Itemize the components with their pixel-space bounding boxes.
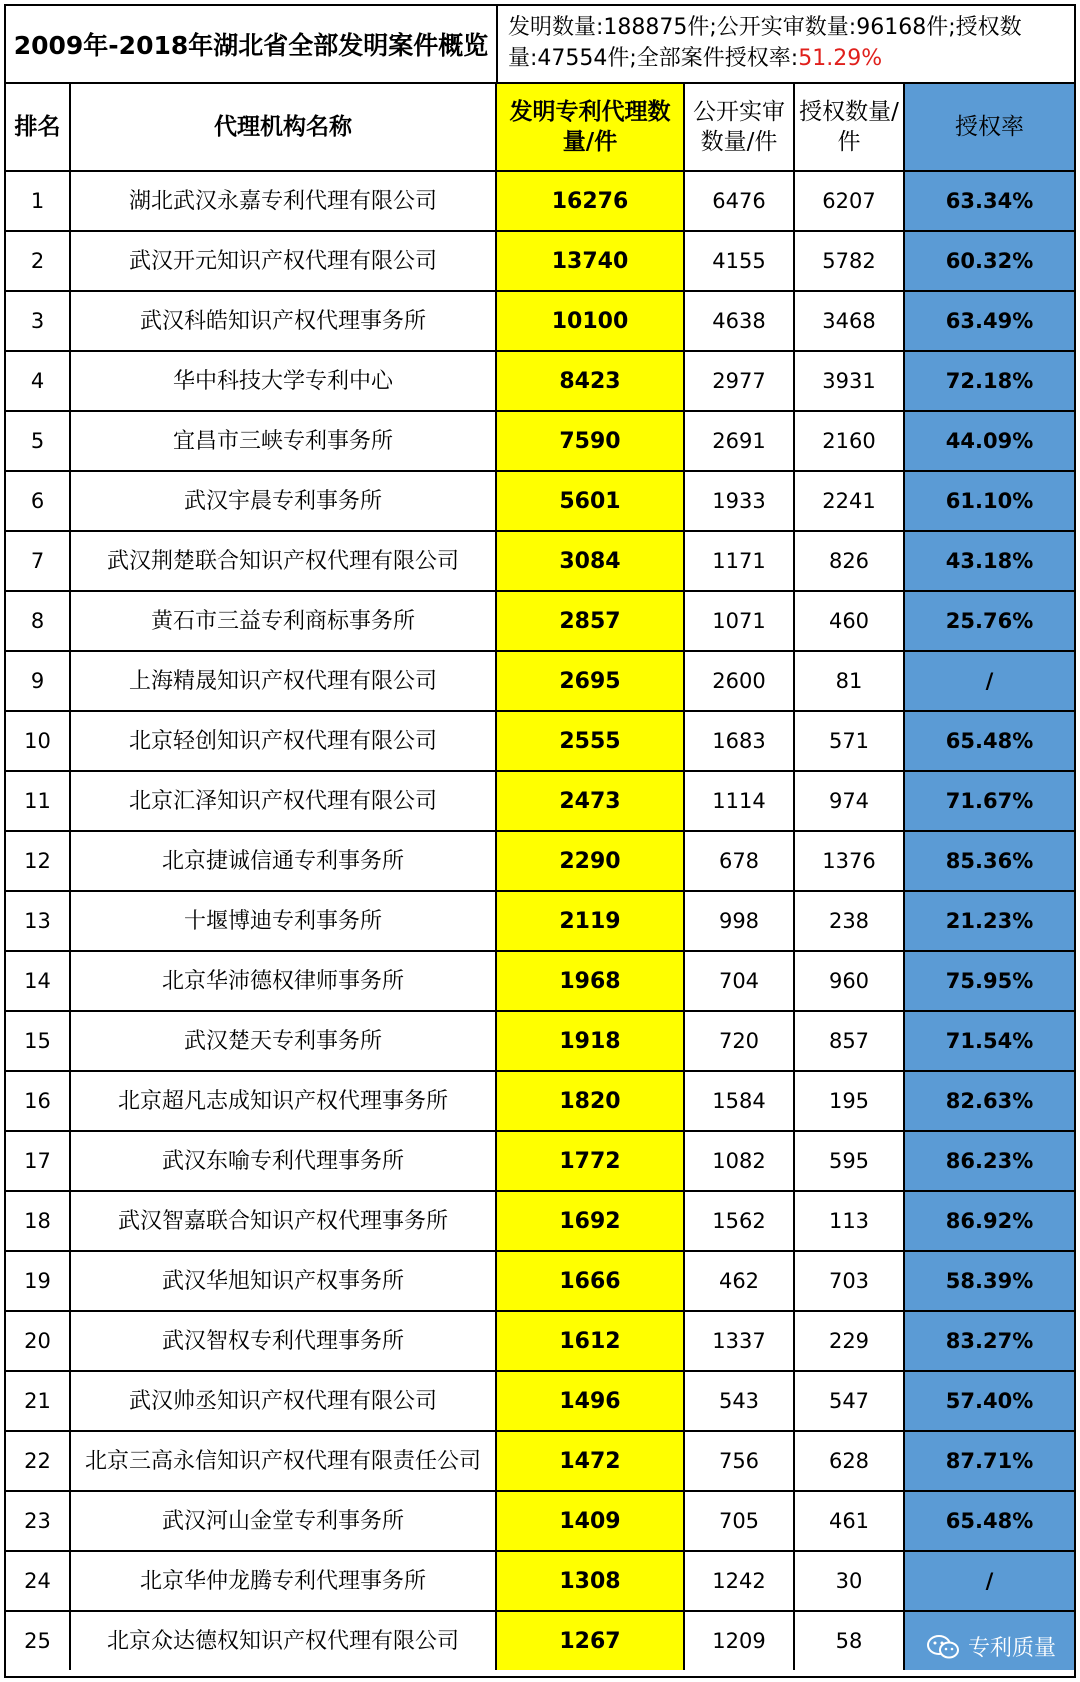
table-row — [6, 231, 1074, 291]
cell-rank: 15 — [6, 1011, 70, 1071]
cell-granted: 826 — [794, 531, 904, 591]
cell-grant-rate: 83.27% — [904, 1311, 1074, 1371]
cell-exam: 543 — [684, 1371, 794, 1431]
cell-rank: 22 — [6, 1431, 70, 1491]
cell-rank: 8 — [6, 591, 70, 651]
cell-agency-name: 武汉开元知识产权代理有限公司 — [70, 231, 496, 291]
cell-rank: 16 — [6, 1071, 70, 1131]
cell-grant-rate: 65.48% — [904, 711, 1074, 771]
cell-agency-name: 十堰博迪专利事务所 — [70, 891, 496, 951]
table-row — [6, 1071, 1074, 1131]
cell-inventions: 1472 — [496, 1431, 684, 1491]
cell-granted: 703 — [794, 1251, 904, 1311]
cell-agency-name: 华中科技大学专利中心 — [70, 351, 496, 411]
cell-agency-name: 武汉东喻专利代理事务所 — [70, 1131, 496, 1191]
cell-exam: 1584 — [684, 1071, 794, 1131]
cell-granted: 229 — [794, 1311, 904, 1371]
cell-exam: 1242 — [684, 1551, 794, 1611]
cell-granted: 3931 — [794, 351, 904, 411]
cell-inventions: 1409 — [496, 1491, 684, 1551]
table-row — [6, 1431, 1074, 1491]
cell-granted: 960 — [794, 951, 904, 1011]
wechat-icon — [926, 1634, 960, 1660]
cell-exam: 1933 — [684, 471, 794, 531]
cell-rank: 1 — [6, 171, 70, 231]
cell-rank: 7 — [6, 531, 70, 591]
cell-agency-name: 武汉科皓知识产权代理事务所 — [70, 291, 496, 351]
cell-agency-name: 武汉智权专利代理事务所 — [70, 1311, 496, 1371]
cell-exam: 1114 — [684, 771, 794, 831]
cell-granted: 2160 — [794, 411, 904, 471]
cell-granted: 595 — [794, 1131, 904, 1191]
summary-line-2: 量:47554件;全部案件授权率: — [508, 46, 799, 71]
cell-rank: 9 — [6, 651, 70, 711]
cell-exam: 4638 — [684, 291, 794, 351]
cell-rank: 2 — [6, 231, 70, 291]
table-row — [6, 891, 1074, 951]
cell-inventions: 1968 — [496, 951, 684, 1011]
cell-exam: 1082 — [684, 1131, 794, 1191]
cell-agency-name: 北京超凡志成知识产权代理事务所 — [70, 1071, 496, 1131]
cell-exam: 1562 — [684, 1191, 794, 1251]
cell-granted: 547 — [794, 1371, 904, 1431]
cell-grant-rate: 82.63% — [904, 1071, 1074, 1131]
cell-exam: 1337 — [684, 1311, 794, 1371]
cell-agency-name: 武汉智嘉联合知识产权代理事务所 — [70, 1191, 496, 1251]
cell-rank: 18 — [6, 1191, 70, 1251]
cell-granted: 857 — [794, 1011, 904, 1071]
cell-inventions: 2290 — [496, 831, 684, 891]
cell-rank: 6 — [6, 471, 70, 531]
col-header-rate: 授权率 — [904, 84, 1074, 171]
summary-line-1: 发明数量:188875件;公开实审数量:96168件;授权数 — [508, 15, 1022, 40]
cell-rank: 3 — [6, 291, 70, 351]
cell-grant-rate: 58.39% — [904, 1251, 1074, 1311]
cell-exam: 705 — [684, 1491, 794, 1551]
cell-grant-rate: 63.34% — [904, 171, 1074, 231]
cell-rank: 21 — [6, 1371, 70, 1431]
cell-inventions: 5601 — [496, 471, 684, 531]
cell-rank: 11 — [6, 771, 70, 831]
col-header-agency: 代理机构名称 — [70, 84, 496, 171]
table-row — [6, 831, 1074, 891]
cell-granted: 3468 — [794, 291, 904, 351]
watermark-text: 专利质量 — [967, 1636, 1056, 1661]
table-row — [6, 591, 1074, 651]
cell-agency-name: 武汉河山金堂专利事务所 — [70, 1491, 496, 1551]
table-row — [6, 1611, 1074, 1670]
cell-agency-name: 北京汇泽知识产权代理有限公司 — [70, 771, 496, 831]
cell-grant-rate: 71.67% — [904, 771, 1074, 831]
cell-granted: 2241 — [794, 471, 904, 531]
cell-inventions: 8423 — [496, 351, 684, 411]
table-header-row — [6, 84, 1074, 171]
cell-agency-name: 北京轻创知识产权代理有限公司 — [70, 711, 496, 771]
cell-agency-name: 上海精晟知识产权代理有限公司 — [70, 651, 496, 711]
watermark — [926, 1631, 1056, 1662]
cell-inventions: 1496 — [496, 1371, 684, 1431]
cell-rank: 20 — [6, 1311, 70, 1371]
cell-exam: 1171 — [684, 531, 794, 591]
cell-rank: 10 — [6, 711, 70, 771]
cell-grant-rate: 87.71% — [904, 1431, 1074, 1491]
cell-exam: 2977 — [684, 351, 794, 411]
cell-grant-rate: 72.18% — [904, 351, 1074, 411]
cell-agency-name: 北京华仲龙腾专利代理事务所 — [70, 1551, 496, 1611]
cell-granted: 571 — [794, 711, 904, 771]
table-row — [6, 411, 1074, 471]
table-row — [6, 1491, 1074, 1551]
cell-exam: 678 — [684, 831, 794, 891]
cell-inventions: 1308 — [496, 1551, 684, 1611]
cell-rank: 24 — [6, 1551, 70, 1611]
table-row — [6, 1311, 1074, 1371]
table-row — [6, 351, 1074, 411]
summary-text — [498, 6, 1074, 82]
table-row — [6, 1251, 1074, 1311]
cell-exam: 1209 — [684, 1611, 794, 1670]
cell-grant-rate: 25.76% — [904, 591, 1074, 651]
cell-agency-name: 武汉帅丞知识产权代理有限公司 — [70, 1371, 496, 1431]
cell-grant-rate: 61.10% — [904, 471, 1074, 531]
cell-agency-name: 武汉楚天专利事务所 — [70, 1011, 496, 1071]
summary-header — [6, 6, 1074, 84]
cell-exam: 2691 — [684, 411, 794, 471]
cell-inventions: 2555 — [496, 711, 684, 771]
cell-exam: 4155 — [684, 231, 794, 291]
cell-agency-name: 北京捷诚信通专利事务所 — [70, 831, 496, 891]
cell-inventions: 13740 — [496, 231, 684, 291]
cell-granted: 30 — [794, 1551, 904, 1611]
col-header-rank: 排名 — [6, 84, 70, 171]
cell-rank: 13 — [6, 891, 70, 951]
cell-grant-rate: 43.18% — [904, 531, 1074, 591]
cell-inventions: 1666 — [496, 1251, 684, 1311]
table-row — [6, 1131, 1074, 1191]
cell-granted: 5782 — [794, 231, 904, 291]
spreadsheet — [4, 4, 1076, 1678]
cell-rank: 12 — [6, 831, 70, 891]
cell-granted: 628 — [794, 1431, 904, 1491]
cell-exam: 6476 — [684, 171, 794, 231]
cell-grant-rate: 21.23% — [904, 891, 1074, 951]
cell-inventions: 2857 — [496, 591, 684, 651]
cell-rank: 25 — [6, 1611, 70, 1670]
cell-inventions: 3084 — [496, 531, 684, 591]
col-header-exam: 公开实审数量/件 — [684, 84, 794, 171]
cell-rank: 17 — [6, 1131, 70, 1191]
cell-granted: 195 — [794, 1071, 904, 1131]
cell-grant-rate: 63.49% — [904, 291, 1074, 351]
cell-grant-rate: 60.32% — [904, 231, 1074, 291]
cell-exam: 1683 — [684, 711, 794, 771]
cell-agency-name: 武汉华旭知识产权事务所 — [70, 1251, 496, 1311]
table-body — [6, 171, 1074, 1670]
cell-granted: 460 — [794, 591, 904, 651]
cell-grant-rate: / — [904, 651, 1074, 711]
table-row — [6, 171, 1074, 231]
cell-inventions: 2473 — [496, 771, 684, 831]
cell-granted: 81 — [794, 651, 904, 711]
table-row — [6, 651, 1074, 711]
cell-exam: 756 — [684, 1431, 794, 1491]
page-title: 2009年-2018年湖北省全部发明案件概览 — [6, 6, 498, 82]
cell-inventions: 16276 — [496, 171, 684, 231]
cell-rank: 4 — [6, 351, 70, 411]
cell-agency-name: 黄石市三益专利商标事务所 — [70, 591, 496, 651]
cell-inventions: 2119 — [496, 891, 684, 951]
cell-rank: 14 — [6, 951, 70, 1011]
cell-inventions: 1692 — [496, 1191, 684, 1251]
table-row — [6, 1371, 1074, 1431]
cell-agency-name: 北京三高永信知识产权代理有限责任公司 — [70, 1431, 496, 1491]
cell-agency-name: 北京众达德权知识产权代理有限公司 — [70, 1611, 496, 1670]
cell-inventions: 1267 — [496, 1611, 684, 1670]
cell-inventions: 2695 — [496, 651, 684, 711]
cell-inventions: 1772 — [496, 1131, 684, 1191]
cell-grant-rate: 86.23% — [904, 1131, 1074, 1191]
cell-exam: 1071 — [684, 591, 794, 651]
cell-grant-rate: 65.48% — [904, 1491, 1074, 1551]
cell-exam: 462 — [684, 1251, 794, 1311]
cell-agency-name: 宜昌市三峡专利事务所 — [70, 411, 496, 471]
cell-exam: 2600 — [684, 651, 794, 711]
table-row — [6, 951, 1074, 1011]
cell-inventions: 1918 — [496, 1011, 684, 1071]
cell-grant-rate: 75.95% — [904, 951, 1074, 1011]
ranking-table — [6, 84, 1074, 1670]
cell-grant-rate: 71.54% — [904, 1011, 1074, 1071]
col-header-inventions: 发明专利代理数量/件 — [496, 84, 684, 171]
cell-grant-rate: / — [904, 1551, 1074, 1611]
cell-inventions: 1612 — [496, 1311, 684, 1371]
cell-rank: 19 — [6, 1251, 70, 1311]
cell-exam: 704 — [684, 951, 794, 1011]
table-row — [6, 1551, 1074, 1611]
table-row — [6, 711, 1074, 771]
cell-grant-rate: 57.40% — [904, 1371, 1074, 1431]
table-row — [6, 1191, 1074, 1251]
table-row — [6, 531, 1074, 591]
cell-grant-rate: 44.09% — [904, 411, 1074, 471]
cell-rank: 5 — [6, 411, 70, 471]
table-row — [6, 291, 1074, 351]
cell-inventions: 1820 — [496, 1071, 684, 1131]
cell-agency-name: 北京华沛德权律师事务所 — [70, 951, 496, 1011]
cell-inventions: 10100 — [496, 291, 684, 351]
cell-granted: 974 — [794, 771, 904, 831]
table-row — [6, 1011, 1074, 1071]
cell-granted: 58 — [794, 1611, 904, 1670]
cell-granted: 6207 — [794, 171, 904, 231]
summary-grant-rate: 51.29% — [798, 46, 883, 71]
cell-granted: 238 — [794, 891, 904, 951]
table-row — [6, 771, 1074, 831]
table-row — [6, 471, 1074, 531]
cell-agency-name: 湖北武汉永嘉专利代理有限公司 — [70, 171, 496, 231]
cell-granted: 461 — [794, 1491, 904, 1551]
cell-rank: 23 — [6, 1491, 70, 1551]
cell-grant-rate: 85.36% — [904, 831, 1074, 891]
cell-exam: 720 — [684, 1011, 794, 1071]
cell-grant-rate: 86.92% — [904, 1191, 1074, 1251]
cell-exam: 998 — [684, 891, 794, 951]
cell-agency-name: 武汉宇晨专利事务所 — [70, 471, 496, 531]
col-header-granted: 授权数量/件 — [794, 84, 904, 171]
cell-agency-name: 武汉荆楚联合知识产权代理有限公司 — [70, 531, 496, 591]
cell-inventions: 7590 — [496, 411, 684, 471]
cell-granted: 113 — [794, 1191, 904, 1251]
cell-granted: 1376 — [794, 831, 904, 891]
